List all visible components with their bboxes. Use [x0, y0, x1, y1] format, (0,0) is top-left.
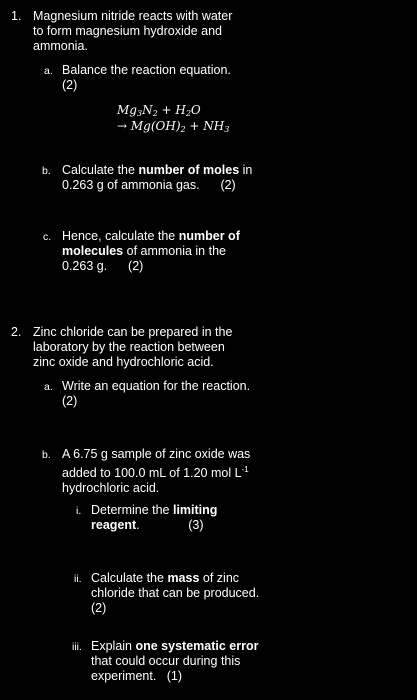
- q1b-text: Calculate the number of moles in 0.263 g of ammonia gas. (2): [62, 163, 253, 192]
- q2b-text: A 6.75 g sample of zinc oxide was added to 100.0 mL of 1.20 mol $L^{-1}$ hydrochloric acid.: [62, 447, 251, 496]
- q1a-text: Balance the reaction equation. (2): [62, 63, 231, 92]
- q2biii-text: Explain one systematic error that could occur during this experiment. (1): [91, 639, 259, 683]
- q1a-equation-line1: $Mg_3N_2 + H_2O$: [117, 103, 201, 118]
- q1b-marker: b.: [42, 165, 51, 177]
- q2bii-text: Calculate the mass of zinc chloride that can be produced. (2): [91, 571, 260, 615]
- q2a-text: Write an equation for the reaction. (2): [62, 379, 251, 408]
- question-2-number: 2.: [11, 325, 22, 339]
- question-2-stem: Zinc chloride can be prepared in the laboratory by the reaction between zinc oxide and hydrochloric acid.: [33, 325, 233, 369]
- q1c-text: Hence, calculate the number of molecules of ammonia in the 0.263 g. (2): [62, 229, 240, 273]
- q2biii-marker: iii.: [72, 641, 82, 653]
- question-1-number: 1.: [11, 9, 22, 23]
- q2a-marker: a.: [44, 381, 53, 393]
- q2bi-text: Determine the limiting reagent. (3): [91, 503, 218, 532]
- q2bii-marker: ii.: [74, 573, 82, 585]
- q1a-equation-line2: → $Mg(OH)_2 + NH_3$: [117, 119, 230, 134]
- q1c-marker: c.: [43, 231, 52, 243]
- q2b-marker: b.: [42, 449, 51, 461]
- q2bi-marker: i.: [76, 505, 82, 517]
- q1a-marker: a.: [44, 65, 53, 77]
- question-1-stem: Magnesium nitride reacts with water to form magnesium hydroxide and ammonia.: [33, 9, 233, 53]
